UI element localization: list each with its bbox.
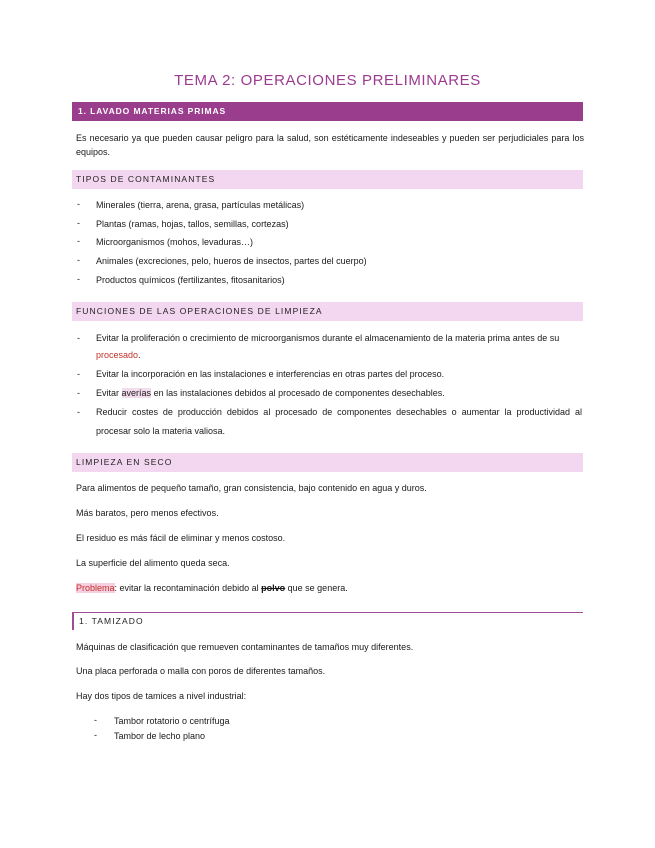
list-item-text: Plantas (ramas, hojas, tallos, semillas, cortezas)	[96, 219, 289, 229]
list-item-text: Animales (excreciones, pelo, hueros de insectos, partes del cuerpo)	[96, 256, 367, 266]
bullet-dash: -	[77, 199, 80, 209]
list-item-text: Evitar	[96, 388, 120, 398]
paragraph: Más baratos, pero menos efectivos.	[76, 508, 219, 518]
strikethrough-polvo: polvo	[261, 583, 286, 593]
section-heading-lavado: 1. LAVADO MATERIAS PRIMAS	[72, 102, 583, 121]
document-title: TEMA 2: OPERACIONES PRELIMINARES	[174, 72, 481, 89]
bullet-dash: -	[77, 218, 80, 228]
bullet-dash: -	[94, 715, 97, 725]
bullet-dash: -	[77, 255, 80, 265]
bullet-dash: -	[77, 407, 80, 417]
list-item-continuation: procesar solo la materia valiosa.	[96, 426, 226, 436]
bullet-dash: -	[77, 236, 80, 246]
list-item-text: Microorganismos (mohos, levaduras…)	[96, 237, 254, 247]
list-item-text: en las instalaciones debidos al procesado de componentes desechables.	[153, 388, 445, 398]
paragraph: La superficie del alimento queda seca.	[76, 558, 230, 568]
list-item	[96, 386, 445, 400]
list-item-text: Tambor rotatorio o centrífuga	[114, 716, 230, 726]
list-item-text: Tambor de lecho plano	[114, 731, 206, 741]
highlight-procesado: procesado	[96, 350, 139, 360]
list-item-continuation: procesado.	[96, 350, 141, 360]
bullet-dash: -	[77, 369, 80, 379]
subheading-contaminantes: TIPOS DE CONTAMINANTES	[72, 170, 583, 189]
bullet-dash: -	[94, 730, 97, 740]
highlight-problema: Problema	[76, 583, 115, 593]
list-item	[96, 331, 582, 345]
list-item-text: Productos químicos (fertilizantes, fitosanitarios)	[96, 275, 285, 285]
intro-paragraph: Es necesario ya que pueden causar peligro para la salud, son estéticamente indeseables y pueden ser perjudiciales para los equipos.	[76, 133, 584, 157]
paragraph: Para alimentos de pequeño tamaño, gran consistencia, bajo contenido en agua y duros.	[76, 483, 427, 493]
paragraph: Hay dos tipos de tamices a nivel industrial:	[76, 691, 247, 701]
list-item: Reducir costes de producción debidos al procesado de componentes desechables o aumentar la productividad al	[96, 407, 582, 417]
problema-paragraph: Problema: evitar la recontaminación debido al polvo que se genera.	[76, 583, 348, 593]
highlight-averias: averías	[121, 388, 152, 398]
list-item	[96, 367, 444, 381]
list-item-text: Evitar la incorporación en las instalaciones e interferencias en otras partes del proceso.	[96, 369, 445, 379]
subheading-limpieza-seco: LIMPIEZA EN SECO	[72, 453, 583, 472]
paragraph: Una placa perforada o malla con poros de diferentes tamaños.	[76, 666, 326, 676]
subheading-funciones: FUNCIONES DE LAS OPERACIONES DE LIMPIEZA	[72, 302, 583, 321]
paragraph: El residuo es más fácil de eliminar y menos costoso.	[76, 533, 286, 543]
bullet-dash: -	[77, 333, 80, 343]
bullet-dash: -	[77, 388, 80, 398]
bullet-dash: -	[77, 274, 80, 284]
subheading-tamizado: 1. TAMIZADO	[72, 612, 583, 630]
list-item-text: Evitar la proliferación o crecimiento de microorganismos durante el almacenamiento de la materia prima antes de su	[96, 333, 560, 343]
paragraph: Máquinas de clasificación que remueven contaminantes de tamaños muy diferentes.	[76, 642, 414, 652]
list-item-text: Minerales (tierra, arena, grasa, partículas metálicas)	[96, 200, 305, 210]
